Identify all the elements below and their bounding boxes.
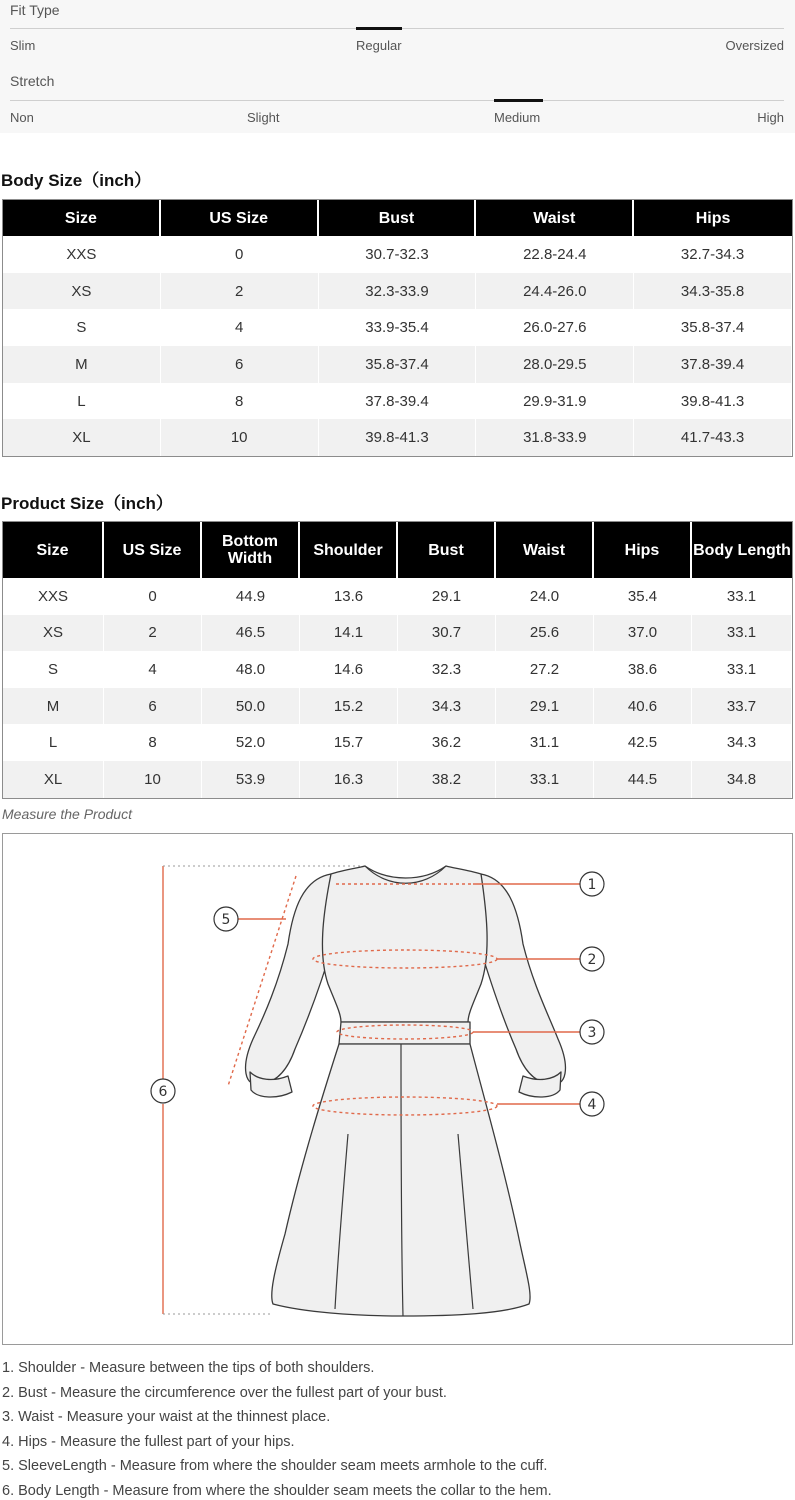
note-shoulder: 1. Shoulder - Measure between the tips of both shoulders. bbox=[2, 1360, 375, 1376]
table-cell: XXS bbox=[3, 236, 161, 273]
note-hips: 4. Hips - Measure the fullest part of your hips. bbox=[2, 1433, 295, 1450]
table-cell: XS bbox=[3, 615, 104, 652]
table-cell: 28.0-29.5 bbox=[476, 346, 634, 383]
marker-bust bbox=[580, 947, 604, 971]
fit-option-oversized: Oversized bbox=[725, 38, 784, 53]
table-cell: 29.9-31.9 bbox=[476, 383, 634, 420]
table-cell: 29.1 bbox=[398, 578, 496, 615]
table-cell: L bbox=[3, 383, 161, 420]
table-cell: 37.0 bbox=[594, 615, 692, 652]
table-cell: 16.3 bbox=[300, 761, 398, 798]
note-sleeve-length: 5. SleeveLength - Measure from where the shoulder seam meets armhole to the cuff. bbox=[2, 1458, 548, 1475]
table-row bbox=[3, 761, 792, 798]
table-cell: 30.7 bbox=[398, 615, 496, 652]
table-cell: 33.1 bbox=[692, 578, 792, 615]
table-row bbox=[3, 419, 792, 456]
table-cell: 4 bbox=[104, 651, 202, 688]
table-cell: 31.8-33.9 bbox=[476, 419, 634, 456]
table-cell: 34.3 bbox=[398, 688, 496, 725]
table-cell: 32.3 bbox=[398, 651, 496, 688]
table-row bbox=[3, 309, 792, 346]
marker-bust-label: 2 bbox=[587, 952, 597, 968]
table-cell: 42.5 bbox=[594, 724, 692, 761]
table-cell: 26.0-27.6 bbox=[476, 309, 634, 346]
table-row bbox=[3, 651, 792, 688]
header-bust: Bust bbox=[398, 522, 496, 578]
table-cell: 27.2 bbox=[496, 651, 594, 688]
table-cell: 39.8-41.3 bbox=[634, 383, 792, 420]
table-cell: 33.9-35.4 bbox=[319, 309, 477, 346]
header-us-size: US Size bbox=[161, 200, 319, 236]
header-waist: Waist bbox=[476, 200, 634, 236]
table-cell: 14.1 bbox=[300, 615, 398, 652]
table-cell: 33.1 bbox=[692, 615, 792, 652]
table-cell: 32.3-33.9 bbox=[319, 273, 477, 310]
table-cell: 52.0 bbox=[202, 724, 300, 761]
table-cell: L bbox=[3, 724, 104, 761]
table-cell: 48.0 bbox=[202, 651, 300, 688]
table-cell: 37.8-39.4 bbox=[319, 383, 477, 420]
table-cell: 29.1 bbox=[496, 688, 594, 725]
note-bust: 2. Bust - Measure the circumference over the fullest part of your bust. bbox=[2, 1384, 447, 1401]
table-cell: 2 bbox=[104, 615, 202, 652]
marker-shoulder-label: 1 bbox=[587, 877, 597, 893]
measurement-diagram bbox=[2, 833, 793, 1345]
table-row bbox=[3, 724, 792, 761]
product-size-table bbox=[2, 521, 793, 799]
table-cell: 34.8 bbox=[692, 761, 792, 798]
marker-waist bbox=[580, 1020, 604, 1044]
table-cell: 8 bbox=[104, 724, 202, 761]
table-cell: 33.1 bbox=[496, 761, 594, 798]
table-cell: 39.8-41.3 bbox=[319, 419, 477, 456]
table-cell: XL bbox=[3, 761, 104, 798]
table-row bbox=[3, 236, 792, 273]
table-cell: 0 bbox=[161, 236, 319, 273]
table-cell: 38.6 bbox=[594, 651, 692, 688]
header-size: Size bbox=[3, 200, 161, 236]
table-cell: 33.7 bbox=[692, 688, 792, 725]
table-cell: 2 bbox=[161, 273, 319, 310]
stretch-option-non: Non bbox=[10, 110, 34, 125]
table-cell: 40.6 bbox=[594, 688, 692, 725]
table-cell: 10 bbox=[161, 419, 319, 456]
header-shoulder: Shoulder bbox=[300, 522, 398, 578]
dress-illustration bbox=[3, 834, 792, 1344]
table-cell: 34.3 bbox=[692, 724, 792, 761]
stretch-selected-marker bbox=[494, 99, 543, 102]
table-cell: M bbox=[3, 688, 104, 725]
dress-outline bbox=[246, 866, 566, 1316]
header-bottom-width: Bottom Width bbox=[202, 522, 300, 578]
table-row bbox=[3, 688, 792, 725]
note-waist: 3. Waist - Measure your waist at the thinnest place. bbox=[2, 1409, 331, 1426]
table-cell: XS bbox=[3, 273, 161, 310]
table-cell: 15.2 bbox=[300, 688, 398, 725]
note-body-length: 6. Body Length - Measure from where the shoulder seam meets the collar to the hem. bbox=[2, 1482, 552, 1499]
table-header-row bbox=[3, 200, 792, 236]
marker-body-length-label: 6 bbox=[158, 1084, 168, 1100]
table-row bbox=[3, 383, 792, 420]
table-cell: 32.7-34.3 bbox=[634, 236, 792, 273]
fit-option-slim: Slim bbox=[10, 38, 36, 53]
table-cell: 41.7-43.3 bbox=[634, 419, 792, 456]
table-cell: S bbox=[3, 309, 161, 346]
table-cell: 38.2 bbox=[398, 761, 496, 798]
stretch-option-high: High bbox=[757, 110, 784, 125]
table-cell: 36.2 bbox=[398, 724, 496, 761]
stretch-label: Stretch bbox=[10, 73, 55, 89]
table-cell: 35.8-37.4 bbox=[634, 309, 792, 346]
table-cell: 44.5 bbox=[594, 761, 692, 798]
table-cell: XXS bbox=[3, 578, 104, 615]
marker-sleeve-length-label: 5 bbox=[221, 912, 231, 928]
table-cell: 10 bbox=[104, 761, 202, 798]
marker-body-length bbox=[151, 1079, 175, 1103]
table-row bbox=[3, 615, 792, 652]
table-cell: 24.4-26.0 bbox=[476, 273, 634, 310]
table-cell: 6 bbox=[104, 688, 202, 725]
header-hips: Hips bbox=[634, 200, 792, 236]
table-cell: 30.7-32.3 bbox=[319, 236, 477, 273]
table-cell: 22.8-24.4 bbox=[476, 236, 634, 273]
marker-shoulder bbox=[580, 872, 604, 896]
table-cell: 34.3-35.8 bbox=[634, 273, 792, 310]
header-hips: Hips bbox=[594, 522, 692, 578]
fit-type-selected-marker bbox=[356, 27, 402, 30]
header-size: Size bbox=[3, 522, 104, 578]
header-us-size: US Size bbox=[104, 522, 202, 578]
marker-waist-label: 3 bbox=[587, 1025, 597, 1041]
header-body-length: Body Length bbox=[692, 522, 792, 578]
table-cell: 0 bbox=[104, 578, 202, 615]
table-cell: 35.4 bbox=[594, 578, 692, 615]
stretch-track bbox=[10, 100, 784, 101]
body-size-title: Body Size（inch） bbox=[1, 171, 152, 190]
marker-sleeve-length bbox=[214, 907, 238, 931]
table-cell: 13.6 bbox=[300, 578, 398, 615]
marker-hips-label: 4 bbox=[587, 1097, 597, 1113]
table-cell: 53.9 bbox=[202, 761, 300, 798]
table-cell: 35.8-37.4 bbox=[319, 346, 477, 383]
fit-option-regular: Regular bbox=[356, 38, 402, 53]
measure-caption: Measure the Product bbox=[2, 806, 132, 822]
table-row bbox=[3, 578, 792, 615]
table-cell: 33.1 bbox=[692, 651, 792, 688]
table-cell: 44.9 bbox=[202, 578, 300, 615]
fit-panel bbox=[0, 0, 795, 133]
fit-type-label: Fit Type bbox=[10, 2, 60, 18]
table-cell: 31.1 bbox=[496, 724, 594, 761]
table-cell: 4 bbox=[161, 309, 319, 346]
table-cell: 8 bbox=[161, 383, 319, 420]
product-size-title: Product Size（inch） bbox=[1, 494, 173, 513]
header-bust: Bust bbox=[319, 200, 477, 236]
table-cell: 50.0 bbox=[202, 688, 300, 725]
table-cell: 6 bbox=[161, 346, 319, 383]
stretch-option-medium: Medium bbox=[494, 110, 541, 125]
marker-hips bbox=[580, 1092, 604, 1116]
table-cell: 25.6 bbox=[496, 615, 594, 652]
table-cell: S bbox=[3, 651, 104, 688]
table-cell: 37.8-39.4 bbox=[634, 346, 792, 383]
table-row bbox=[3, 273, 792, 310]
table-cell: 24.0 bbox=[496, 578, 594, 615]
table-row bbox=[3, 346, 792, 383]
table-cell: XL bbox=[3, 419, 161, 456]
measurement-notes bbox=[2, 1356, 792, 1500]
body-size-table bbox=[2, 199, 793, 457]
table-cell: 46.5 bbox=[202, 615, 300, 652]
stretch-option-slight: Slight bbox=[247, 110, 280, 125]
header-waist: Waist bbox=[496, 522, 594, 578]
table-header-row bbox=[3, 522, 792, 578]
table-cell: M bbox=[3, 346, 161, 383]
table-cell: 15.7 bbox=[300, 724, 398, 761]
table-cell: 14.6 bbox=[300, 651, 398, 688]
